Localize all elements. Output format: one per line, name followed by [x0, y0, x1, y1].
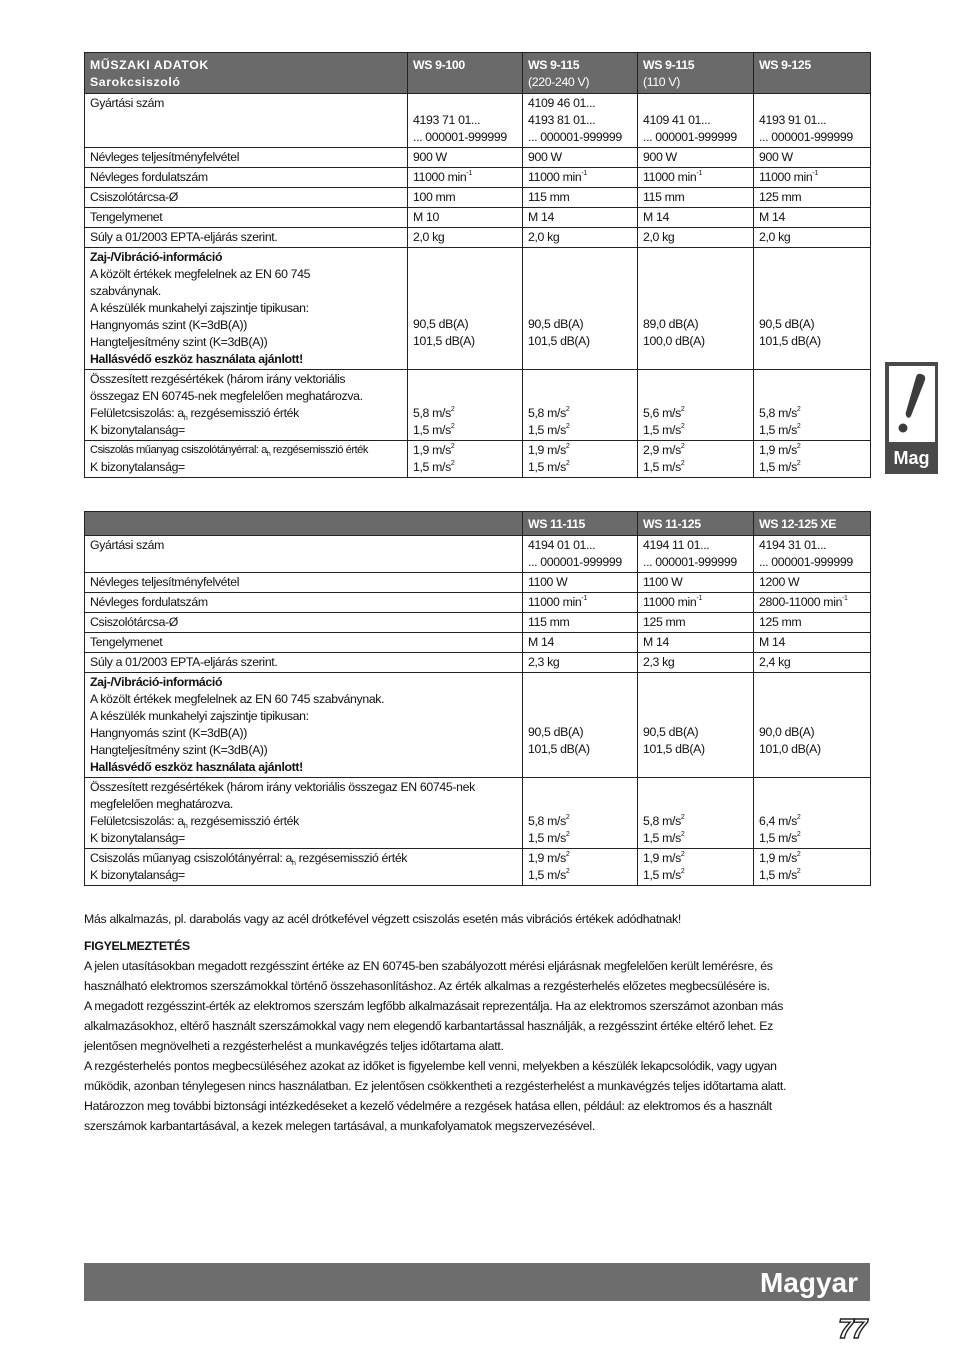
- value-cell: 5,8 $m/s^2$ 1,5 $m/s^2$: [523, 370, 638, 441]
- value-cell: 2,3 kg: [638, 653, 754, 673]
- model-header: WS 12-125 XE: [754, 512, 871, 536]
- row-label: Gyártási szám: [85, 94, 408, 148]
- spindle-row: [85, 208, 871, 228]
- serial-cell: 4193 91 01... ... 000001-999999: [754, 94, 871, 148]
- vibration-note: Más alkalmazás, pl. darabolás vagy az acél drótkefével végzett csiszolás esetén más vibrációs értékek adódhatnak!: [84, 912, 681, 926]
- vibration-surface-row: [85, 778, 871, 849]
- value-cell: 5,8 $m/s^2$ 1,5 $m/s^2$: [523, 778, 638, 849]
- vibration-sanding-row: [85, 441, 871, 478]
- value-cell: 5,8 $m/s^2$ 1,5 $m/s^2$: [754, 370, 871, 441]
- serial-cell: 4193 71 01... ... 000001-999999: [408, 94, 523, 148]
- vibration-sanding-row: [85, 849, 871, 886]
- model-header: WS 9-100: [408, 53, 523, 94]
- value-cell: M 10: [408, 208, 523, 228]
- value-cell: 11000 $\min^{-1}$: [408, 168, 523, 188]
- speed-row: [85, 593, 871, 613]
- value-cell: 11000 $\min^{-1}$: [754, 168, 871, 188]
- warning-line: működik, azonban ténylegesen nincs használatban. Ez jelentősen csökkentheti a rezgésterhelést a munkavégzés teljes időtartama alatt.: [84, 1079, 787, 1093]
- table-title: MŰSZAKI ADATOK Sarokcsiszoló: [85, 53, 408, 94]
- row-label: Zaj-/Vibráció-információ A közölt értékek megfelelnek az EN 60 745 szabványnak. A készülék munkahelyi zajszintje tipikusan: Hangnyomás szint (K=3dB(A)) Hangteljesítmény szint (K=3dB(A)) Hallásvédő eszköz használata ajánlott!: [85, 248, 408, 370]
- row-label: Csiszolótárcsa-Ø: [85, 188, 408, 208]
- spec-table-ws11-12: [84, 511, 871, 886]
- value-cell: 125 mm: [754, 613, 871, 633]
- model-header: WS 9-115 (110 V): [638, 53, 754, 94]
- spec-header-row: [85, 53, 871, 94]
- value-cell: 125 mm: [638, 613, 754, 633]
- value-cell: 1,9 $m/s^2$ 1,5 $m/s^2$: [754, 441, 871, 478]
- power-row: [85, 148, 871, 168]
- value-cell: 1,9 $m/s^2$ 1,5 $m/s^2$: [523, 441, 638, 478]
- value-cell: 90,5 dB(A) 101,5 dB(A): [523, 673, 638, 778]
- serial-cell: 4194 11 01... ... 000001-999999: [638, 536, 754, 573]
- value-cell: 5,8 $m/s^2$ 1,5 $m/s^2$: [408, 370, 523, 441]
- value-cell: 1,9 $m/s^2$ 1,5 $m/s^2$: [638, 849, 754, 886]
- row-label: Súly a 01/2003 EPTA-eljárás szerint.: [85, 228, 408, 248]
- row-label: Névleges teljesítményfelvétel: [85, 148, 408, 168]
- warning-line: A rezgésterhelés pontos megbecsüléséhez azokat az időket is figyelembe kell venni, melyekben a készülék lekapcsolódik, vagy ugyan: [84, 1059, 777, 1073]
- row-label: Névleges teljesítményfelvétel: [85, 573, 523, 593]
- spindle-row: [85, 633, 871, 653]
- value-cell: 89,0 dB(A) 100,0 dB(A): [638, 248, 754, 370]
- warning-body: [84, 956, 874, 1136]
- value-cell: 900 W: [523, 148, 638, 168]
- row-label: Tengelymenet: [85, 208, 408, 228]
- value-cell: 11000 $\min^{-1}$: [638, 168, 754, 188]
- warning-exclamation-icon: [889, 366, 935, 442]
- value-cell: 11000 $\min^{-1}$: [523, 593, 638, 613]
- model-header: WS 11-125: [638, 512, 754, 536]
- row-label: Tengelymenet: [85, 633, 523, 653]
- row-label: Súly a 01/2003 EPTA-eljárás szerint.: [85, 653, 523, 673]
- value-cell: 2,3 kg: [523, 653, 638, 673]
- value-cell: 2,0 kg: [408, 228, 523, 248]
- value-cell: 90,5 dB(A) 101,5 dB(A): [754, 248, 871, 370]
- warning-line: szerszámok karbantartásával, a kezek melegen tartásával, a munkafolyamatok megszervezésével.: [84, 1119, 595, 1133]
- spec-header-row: [85, 512, 871, 536]
- value-cell: 2,4 kg: [754, 653, 871, 673]
- row-label: Csiszolás műanyag csiszolótányérral: $a_h$ rezgésemisszió érték K bizonytalanság=: [85, 441, 408, 478]
- footer-language: Magyar: [759, 1267, 858, 1298]
- model-header: WS 9-115 (220-240 V): [523, 53, 638, 94]
- value-cell: 2,9 $m/s^2$ 1,5 $m/s^2$: [638, 441, 754, 478]
- footer-language-bar: [84, 1263, 870, 1301]
- value-cell: 90,5 dB(A) 101,5 dB(A): [638, 673, 754, 778]
- value-cell: 2,0 kg: [754, 228, 871, 248]
- value-cell: 2,0 kg: [638, 228, 754, 248]
- value-cell: 115 mm: [523, 613, 638, 633]
- warning-line: jelentősen megnövelheti a rezgésterhelést a munkavégzés teljes időtartama alatt.: [84, 1039, 504, 1053]
- warning-line: használható elektromos szerszámokkal történő összehasonlításhoz. Az érték alkalmas a rezgésterhelés előzetes megbecsülésére is.: [84, 979, 770, 993]
- value-cell: 1,9 $m/s^2$ 1,5 $m/s^2$: [408, 441, 523, 478]
- serial-cell: 4109 46 01... 4193 81 01... ... 000001-999999: [523, 94, 638, 148]
- vibration-surface-row: [85, 370, 871, 441]
- serial-cell: 4194 01 01... ... 000001-999999: [523, 536, 638, 573]
- value-cell: M 14: [523, 633, 638, 653]
- serial-row: [85, 94, 871, 148]
- value-cell: 900 W: [408, 148, 523, 168]
- value-cell: M 14: [754, 633, 871, 653]
- model-header: WS 9-125: [754, 53, 871, 94]
- value-cell: 1,9 $m/s^2$ 1,5 $m/s^2$: [754, 849, 871, 886]
- value-cell: 900 W: [638, 148, 754, 168]
- row-label: Csiszolótárcsa-Ø: [85, 613, 523, 633]
- warning-title: FIGYELMEZTETÉS: [84, 939, 190, 953]
- power-row: [85, 573, 871, 593]
- value-cell: 2800-11000 $\min^{-1}$: [754, 593, 871, 613]
- value-cell: 1,9 $m/s^2$ 1,5 $m/s^2$: [523, 849, 638, 886]
- warning-line: A megadott rezgésszint-érték az elektromos szerszám legfőbb alkalmazásait reprezentálja. Ha az elektromos szerszámot azonban más: [84, 999, 784, 1013]
- value-cell: M 14: [754, 208, 871, 228]
- row-label: Összesített rezgésértékek (három irány vektoriális összegaz EN 60745-nek megfelelően meghatározva. Felületcsiszolás: $a_h$ rezgésemisszió érték K bizonytalanság=: [85, 778, 523, 849]
- value-cell: 900 W: [754, 148, 871, 168]
- spec-table-ws9: [84, 52, 871, 478]
- warning-line: Határozzon meg további biztonsági intézkedéseket a kezelő védelmére a rezgések hatása ellen, például: az elektromos és a használt: [84, 1099, 772, 1113]
- table-title: [85, 512, 523, 536]
- value-cell: 2,0 kg: [523, 228, 638, 248]
- value-cell: 115 mm: [523, 188, 638, 208]
- value-cell: M 14: [638, 208, 754, 228]
- speed-row: [85, 168, 871, 188]
- noise-row: [85, 248, 871, 370]
- row-label: Csiszolás műanyag csiszolótányérral: $a_h$ rezgésemisszió érték K bizonytalanság=: [85, 849, 523, 886]
- value-cell: 90,5 dB(A) 101,5 dB(A): [408, 248, 523, 370]
- value-cell: 5,6 $m/s^2$ 1,5 $m/s^2$: [638, 370, 754, 441]
- row-label: Névleges fordulatszám: [85, 593, 523, 613]
- value-cell: M 14: [638, 633, 754, 653]
- model-header: WS 11-115: [523, 512, 638, 536]
- value-cell: 5,8 $m/s^2$ 1,5 $m/s^2$: [638, 778, 754, 849]
- disc-row: [85, 188, 871, 208]
- value-cell: M 14: [523, 208, 638, 228]
- value-cell: 6,4 $m/s^2$ 1,5 $m/s^2$: [754, 778, 871, 849]
- page-number: 77: [838, 1313, 866, 1344]
- value-cell: 11000 $\min^{-1}$: [638, 593, 754, 613]
- row-label: Zaj-/Vibráció-információ A közölt értékek megfelelnek az EN 60 745 szabványnak. A készülék munkahelyi zajszintje tipikusan: Hangnyomás szint (K=3dB(A)) Hangteljesítmény szint (K=3dB(A)) Hallásvédő eszköz használata ajánlott!: [85, 673, 523, 778]
- row-label: Névleges fordulatszám: [85, 168, 408, 188]
- serial-cell: 4194 31 01... ... 000001-999999: [754, 536, 871, 573]
- language-side-tab: [885, 362, 938, 474]
- value-cell: 1100 W: [523, 573, 638, 593]
- value-cell: 90,5 dB(A) 101,5 dB(A): [523, 248, 638, 370]
- warning-line: A jelen utasításokban megadott rezgésszint értéke az EN 60745-ben szabályozott mérési eljárásnak megfelelően került lemérésre, és: [84, 959, 773, 973]
- weight-row: [85, 228, 871, 248]
- value-cell: 115 mm: [638, 188, 754, 208]
- noise-row: [85, 673, 871, 778]
- serial-cell: 4109 41 01... ... 000001-999999: [638, 94, 754, 148]
- side-tab-label: Mag: [893, 448, 930, 468]
- row-label: Gyártási szám: [85, 536, 523, 573]
- value-cell: 125 mm: [754, 188, 871, 208]
- serial-row: [85, 536, 871, 573]
- value-cell: 100 mm: [408, 188, 523, 208]
- value-cell: 1200 W: [754, 573, 871, 593]
- warning-line: alkalmazásokhoz, eltérő használt szerszámokkal vagy nem elegendő karbantartással használják, a rezgésszint értéke eltérő lehet. Ez: [84, 1019, 773, 1033]
- row-label: Összesített rezgésértékek (három irány vektoriális összegaz EN 60745-nek megfelelően meghatározva. Felületcsiszolás: $a_h$ rezgésemisszió érték K bizonytalanság=: [85, 370, 408, 441]
- value-cell: 11000 $\min^{-1}$: [523, 168, 638, 188]
- disc-row: [85, 613, 871, 633]
- value-cell: 90,0 dB(A) 101,0 dB(A): [754, 673, 871, 778]
- value-cell: 1100 W: [638, 573, 754, 593]
- weight-row: [85, 653, 871, 673]
